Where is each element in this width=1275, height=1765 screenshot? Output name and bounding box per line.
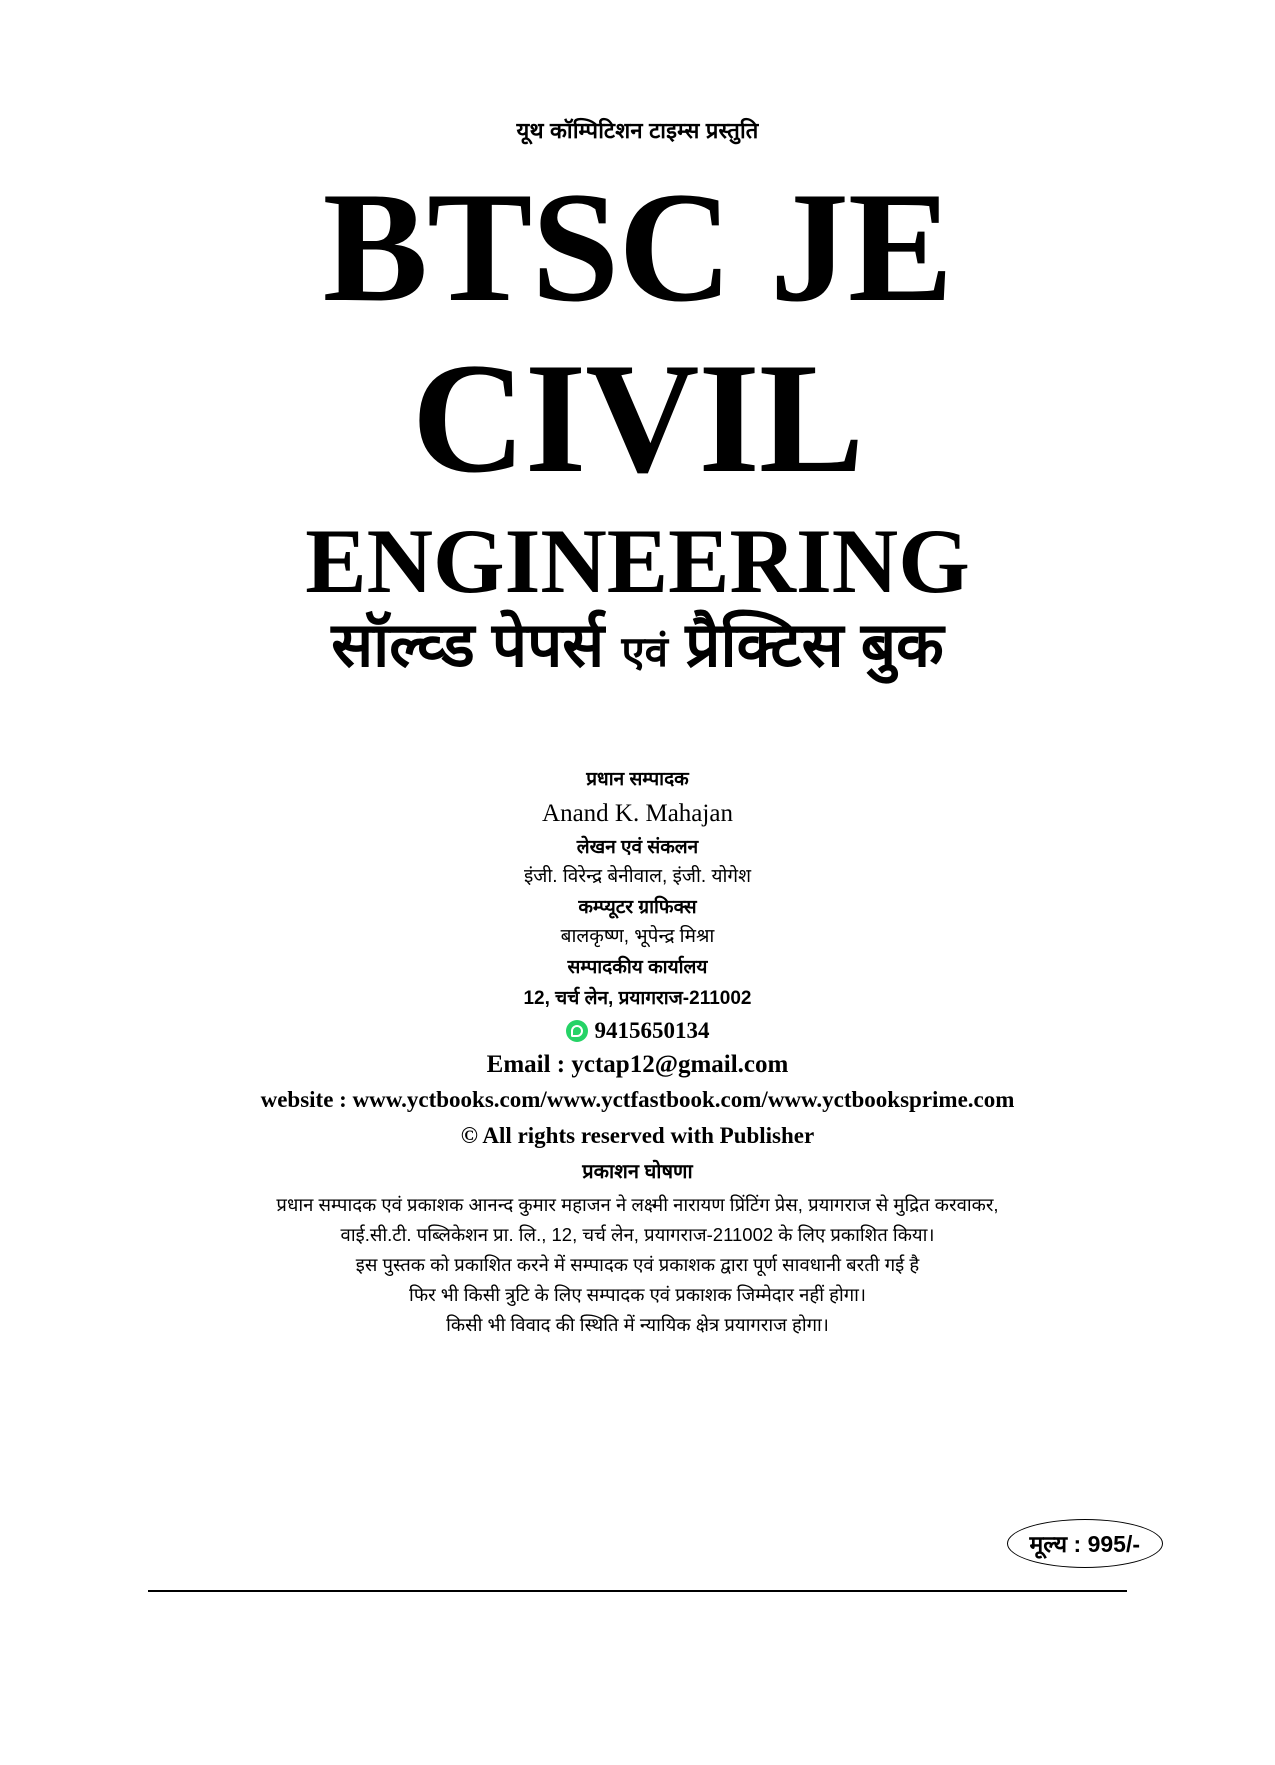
graphics-label: कम्प्यूटर ग्राफिक्स <box>578 896 697 918</box>
declaration-line-2: वाई.सी.टी. पब्लिकेशन प्रा. लि., 12, चर्च लेन, प्रयागराज-211002 के लिए प्रकाशित किया। <box>340 1224 935 1246</box>
title-line-4-conjunction: एवं <box>621 627 669 675</box>
title-line-3: ENGINEERING <box>305 510 970 613</box>
declaration-line-4: फिर भी किसी त्रुटि के लिए सम्पादक एवं प्रकाशक जिम्मेदार नहीं होगा। <box>409 1284 866 1306</box>
book-cover-page <box>0 115 1275 1765</box>
writing-names: इंजी. विरेन्द्र बेनीवाल, इंजी. योगेश <box>523 866 752 888</box>
presenter-line: यूथ कॉम्पिटिशन टाइम्स प्रस्तुति <box>516 118 759 143</box>
declaration-heading: प्रकाशन घोषणा <box>582 1161 693 1184</box>
title-line-1: BTSC JE <box>322 160 953 335</box>
whatsapp-number: 9415650134 <box>594 1018 710 1044</box>
declaration-line-1: प्रधान सम्पादक एवं प्रकाशक आनन्द कुमार महाजन ने लक्ष्मी नारायण प्रिंटिंग प्रेस, प्रयागराज से मुद्रित करवाकर, <box>276 1194 999 1216</box>
bottom-divider <box>148 1590 1127 1592</box>
title-line-2: CIVIL <box>411 331 864 507</box>
price-badge: मूल्य : 995/- <box>1007 1519 1163 1568</box>
title-line-4-part1: सॉल्व्ड पेपर्स <box>331 610 605 680</box>
whatsapp-contact-row <box>0 1018 1275 1044</box>
writing-label: लेखन एवं संकलन <box>576 836 699 858</box>
title-line-4-part2: प्रैक्टिस बुक <box>685 610 944 680</box>
whatsapp-icon <box>566 1020 588 1042</box>
title-line-4 <box>0 612 1275 680</box>
chief-editor-label: प्रधान सम्पादक <box>586 769 689 791</box>
graphics-names: बालकृष्ण, भूपेन्द्र मिश्रा <box>560 926 715 948</box>
editorial-office-address: 12, चर्च लेन, प्रयागराज-211002 <box>523 987 752 1009</box>
chief-editor-name: Anand K. Mahajan <box>542 799 733 827</box>
credits-block <box>0 766 1275 1340</box>
declaration-line-5: किसी भी विवाद की स्थिति में न्यायिक क्षेत्र प्रयागराज होगा। <box>446 1314 829 1336</box>
copyright-line: © All rights reserved with Publisher <box>460 1123 815 1149</box>
email-line: Email : yctap12@gmail.com <box>486 1051 789 1079</box>
website-line: website : www.yctbooks.com/www.yctfastbook.com/www.yctbooksprime.com <box>260 1087 1015 1113</box>
declaration-line-3: इस पुस्तक को प्रकाशित करने में सम्पादक एवं प्रकाशक द्वारा पूर्ण सावधानी बरती गई है <box>355 1254 920 1276</box>
editorial-office-label: सम्पादकीय कार्यालय <box>567 956 708 978</box>
